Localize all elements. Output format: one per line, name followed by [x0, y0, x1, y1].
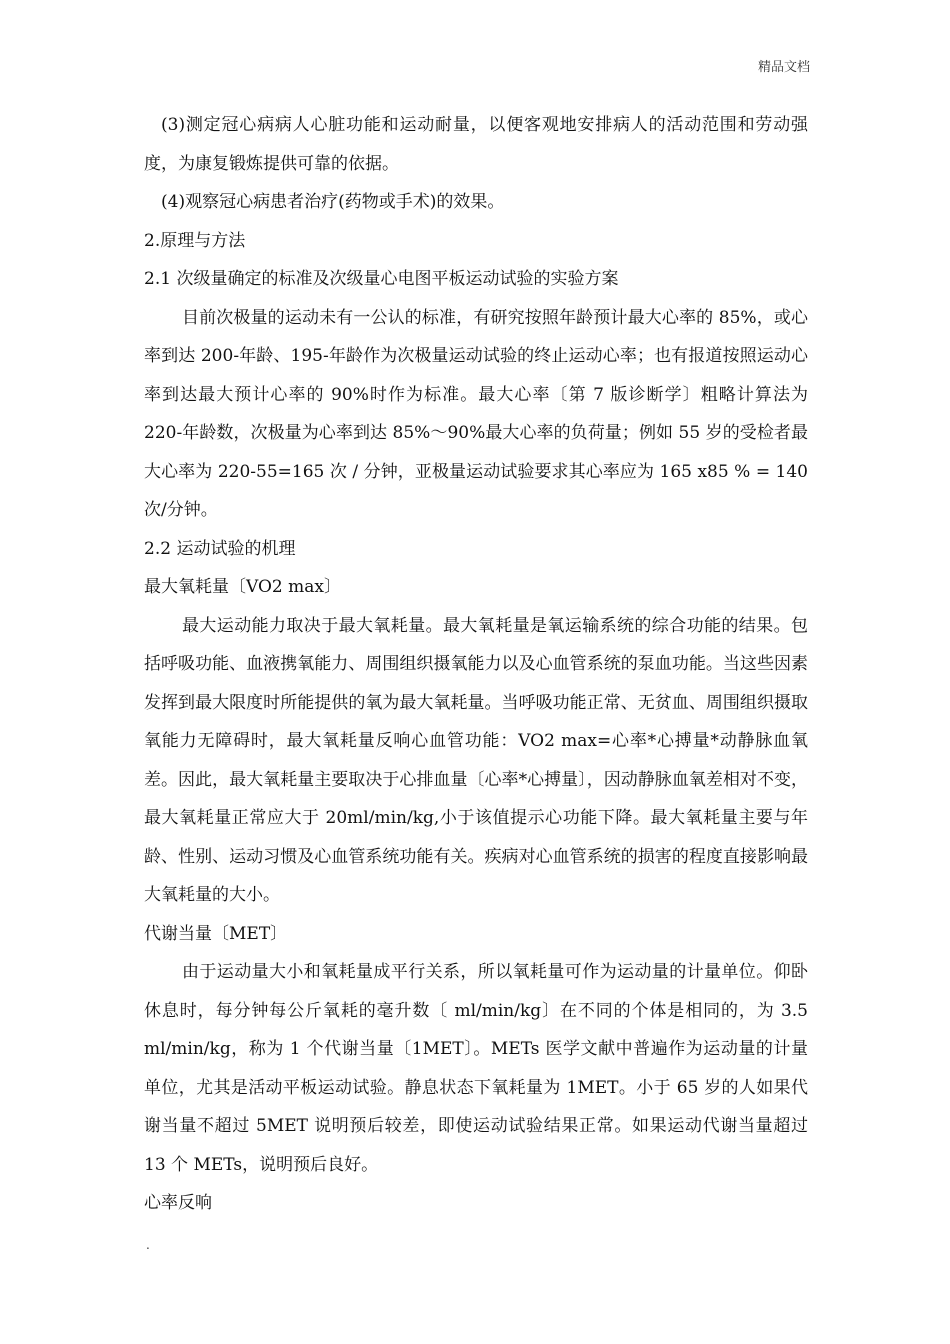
document-body — [144, 106, 808, 1223]
subsection-heading-2-1: 2.1 次级量确定的标准及次级量心电图平板运动试验的实验方案 — [144, 269, 619, 289]
paragraph-submax-standard: 目前次极量的运动未有一公认的标准，有研究按照年龄预计最大心率的 85%，或心率到达 200-年龄、195-年龄作为次极量运动试验的终止运动心率；也有报道按照运动心率到达最大预计心率的 90%时作为标准。最大心率〔第 7 版诊断学〕粗略计算法为 220-年龄数，次极量为心率到达 85%～90%最大心率的负荷量；例如 55 岁的受检者最大心率为 220-55=165 次 / 分钟，亚极量运动试验要求其心率应为 165 x85 % = 140 次/分钟。 — [144, 307, 808, 520]
paragraph-vo2max: 最大运动能力取决于最大氧耗量。最大氧耗量是氧运输系统的综合功能的结果。包括呼吸功能、血液携氧能力、周围组织摄氧能力以及心血管系统的泵血功能。当这些因素发挥到最大限度时所能提供的氧为最大氧耗量。当呼吸功能正常、无贫血、周围组织摄取氧能力无障碍时，最大氧耗量反响心血管功能：VO2 max=心率*心搏量*动静脉血氧差。因此，最大氧耗量主要取决于心排血量〔心率*心搏量〕，因动静脉血氧差相对不变，最大氧耗量正常应大于 20ml/min/kg,小于该值提示心功能下降。最大氧耗量主要与年龄、性别、运动习惯及心血管系统功能有关。疾病对心血管系统的损害的程度直接影响最大氧耗量的大小。 — [144, 615, 808, 905]
term-heading-heart-rate-response: 心率反响 — [144, 1193, 212, 1213]
paragraph-item-4: (4)观察冠心病患者治疗(药物或手术)的效果。 — [161, 192, 505, 212]
header-watermark-text: 精品文档 — [757, 60, 810, 75]
term-heading-met: 代谢当量〔MET〕 — [144, 923, 288, 944]
footer-dot: . — [146, 1238, 150, 1252]
section-heading-2: 2.原理与方法 — [144, 230, 246, 251]
subsection-heading-2-2: 2.2 运动试验的机理 — [144, 538, 296, 559]
term-heading-vo2max: 最大氧耗量〔VO2 max〕 — [144, 577, 341, 597]
paragraph-met: 由于运动量大小和氧耗量成平行关系，所以氧耗量可作为运动量的计量单位。仰卧休息时，每分钟每公斤氧耗的毫升数〔 ml/min/kg〕在不同的个体是相同的，为 3.5 ml/min/kg，称为 1 个代谢当量〔1MET〕。METs 医学文献中普遍作为运动量的计量单位，尤其是活动平板运动试验。静息状态下氧耗量为 1MET。小于 65 岁的人如果代谢当量不超过 5MET 说明预后较差，即使运动试验结果正常。如果运动代谢当量超过 13 个 METs，说明预后良好。 — [144, 962, 808, 1175]
paragraph-item-3: (3)测定冠心病病人心脏功能和运动耐量，以便客观地安排病人的活动范围和劳动强度，为康复锻炼提供可靠的依据。 — [144, 115, 808, 174]
